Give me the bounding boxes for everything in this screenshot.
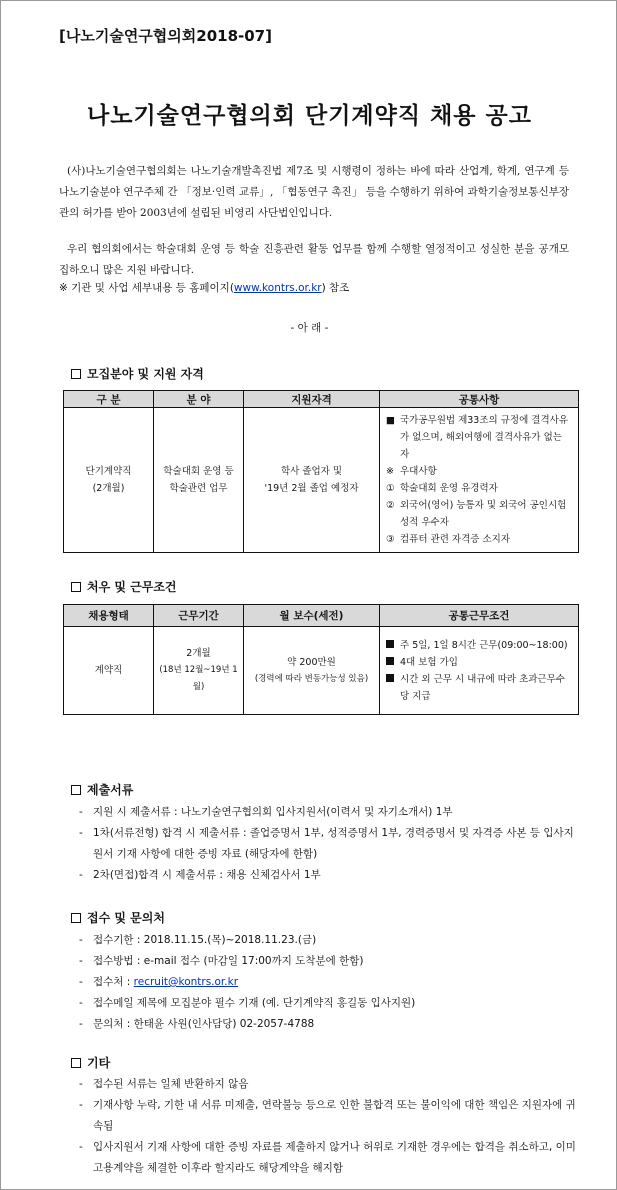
table-header: 공통근무조건 (380, 605, 579, 627)
table-header: 근무기간 (154, 605, 244, 627)
list-item: - 접수메일 제목에 모집분야 필수 기재 (예. 단기계약직 홍길동 입사지원) (79, 993, 579, 1014)
list-item-text: 2차(면접)합격 시 제출서류 : 채용 신체검사서 1부 (93, 869, 321, 881)
qualification-cell (244, 408, 380, 553)
condition-item (386, 637, 572, 654)
condition-item (386, 671, 572, 705)
work-conditions-cell (380, 627, 579, 715)
bullet-mark: ※ (386, 466, 394, 477)
checkbox-square-icon (71, 369, 81, 379)
list-item-text: 지원 시 제출서류 : 나노기술연구협의회 입사지원서(이력서 및 자기소개서) 1부 (93, 806, 453, 818)
square-bullet-icon (386, 674, 394, 682)
common-text: 국가공무원법 제33조의 규정에 결격사유가 없으며, 해외여행에 결격사유가 없는 자 (400, 415, 568, 460)
list-item-text: 1차(서류전형) 합격 시 제출서류 : 졸업증명서 1부, 성적증명서 1부, 경력증명서 및 자격증 사본 등 입사지원서 기재 사항에 대한 증빙 자료 (해당자에 한함) (93, 827, 574, 860)
field-cell (154, 408, 244, 553)
documents-list (79, 802, 579, 886)
common-item (386, 412, 572, 463)
list-item: - 기재사항 누락, 기한 내 서류 미제출, 연락불능 등으로 인한 불합격 또는 불이익에 대한 책임은 지원자에 귀속됨 (79, 1095, 579, 1137)
list-item-text: 접수메일 제목에 모집분야 필수 기재 (예. 단기계약직 홍길동 입사지원) (93, 997, 416, 1009)
checkbox-square-icon (71, 913, 81, 923)
common-item (386, 463, 572, 480)
list-item: - 접수처 : recruit@kontrs.or.kr (79, 976, 239, 988)
page-title: 나노기술연구협의회 단기계약직 채용 공고 (87, 103, 532, 129)
document-number: [나노기술연구협의회2018-07] (59, 27, 272, 45)
checkbox-square-icon (71, 582, 81, 592)
bullet-mark: ① (386, 483, 395, 494)
table-header: 공통사항 (380, 391, 579, 408)
section-documents-heading (71, 781, 133, 798)
list-item: - 2차(면접)합격 시 제출서류 : 채용 신체검사서 1부 (79, 865, 579, 886)
type-cell: 계약직 (64, 627, 154, 715)
checkbox-square-icon (71, 785, 81, 795)
cell-line: (경력에 따라 변동가능성 있음) (254, 673, 369, 684)
table-header: 지원자격 (244, 391, 380, 408)
list-item-text: 입사지원서 기재 사항에 대한 증빙 자료를 제출하지 않거나 허위로 기재한 경우에는 합격을 취소하고, 이미 고용계약을 체결한 이후라 할지라도 해당계약을 해지함 (93, 1141, 576, 1174)
list-item-text: 문의처 : 한태윤 사원(인사담당) 02-2057-4788 (93, 1018, 315, 1030)
list-item: - 문의처 : 한태윤 사원(인사담당) 02-2057-4788 (79, 1014, 579, 1035)
common-text: 학술대회 운영 유경력자 (400, 483, 498, 494)
list-item: - 지원 시 제출서류 : 나노기술연구협의회 입사지원서(이력서 및 자기소개서) 1부 (79, 802, 579, 823)
cell-line: (2개월) (92, 483, 125, 494)
table-header-row (64, 391, 579, 408)
table-header-row (64, 605, 579, 627)
common-text: 외국어(영어) 능통자 및 외국어 공인시험 성적 우수자 (400, 500, 567, 528)
list-item: - 입사지원서 기재 사항에 대한 증빙 자료를 제출하지 않거나 허위로 기재한 경우에는 합격을 취소하고, 이미 고용계약을 체결한 이후라 할지라도 해당계약을 해지함 (79, 1137, 579, 1179)
section-title: 처우 및 근무조건 (87, 580, 177, 594)
bullet-mark: ③ (386, 534, 395, 545)
section-application-heading (71, 909, 165, 926)
cell-line: '19년 2월 졸업 예정자 (264, 483, 359, 494)
list-item: - 접수방법 : e-mail 접수 (마감일 17:00까지 도착분에 한함) (79, 951, 579, 972)
salary-cell (244, 627, 380, 715)
cell-line: 단기계약직 (85, 466, 132, 477)
table-header: 채용형태 (64, 605, 154, 627)
section-title: 제출서류 (87, 783, 134, 797)
period-cell (154, 627, 244, 715)
condition-text: 주 5일, 1일 8시간 근무(09:00~18:00) (400, 639, 568, 651)
bullet-mark: ② (386, 500, 395, 511)
table-header: 구 분 (64, 391, 154, 408)
checkbox-square-icon (71, 1058, 81, 1068)
section-title: 접수 및 문의처 (87, 911, 165, 925)
cell-line: 학술대회 운영 등 (163, 466, 234, 477)
cell-line: 2개월 (186, 648, 211, 659)
intro-paragraph: (사)나노기술연구협의회는 나노기술개발촉진법 제7조 및 시행령이 정하는 바에 따라 산업계, 학계, 연구계 등 나노기술분야 연구주체 간 「정보·인력 교류」, 「협동연구 촉진」 등을 수행하기 위하여 과학기술정보통신부장관의 허가를 받아 2003년에 설립된 비영리 사단법인입니다. (59, 165, 569, 219)
common-text: 우대사항 (400, 466, 437, 477)
cell-line: 학사 졸업자 및 (280, 466, 343, 477)
list-item-text: 접수방법 : e-mail 접수 (마감일 17:00까지 도착분에 한함) (93, 955, 364, 967)
list-item: - 접수된 서류는 일체 반환하지 않음 (79, 1074, 579, 1095)
square-bullet-icon (386, 657, 394, 665)
list-item-text: 기재사항 누락, 기한 내 서류 미제출, 연락불능 등으로 인한 불합격 또는 불이익에 대한 책임은 지원자에 귀속됨 (93, 1099, 576, 1132)
bullet-mark: ■ (386, 415, 395, 426)
section-title: 기타 (87, 1056, 111, 1070)
condition-item (386, 654, 572, 671)
list-item-text: 접수기한 : 2018.11.15.(목)~2018.11.23.(금) (93, 934, 317, 946)
table-header: 분 야 (154, 391, 244, 408)
category-cell (64, 408, 154, 553)
list-item: - 접수기한 : 2018.11.15.(목)~2018.11.23.(금) (79, 930, 579, 951)
cell-line: 학술관련 업무 (169, 483, 228, 494)
conditions-table (63, 604, 579, 715)
table-header: 월 보수(세전) (244, 605, 380, 627)
section-etc-heading (71, 1054, 110, 1071)
condition-text: 시간 외 근무 시 내규에 따라 초과근무수당 지급 (400, 673, 565, 702)
square-bullet-icon (386, 640, 394, 648)
list-item-text: 접수된 서류는 일체 반환하지 않음 (93, 1078, 249, 1090)
cell-line: 약 200만원 (287, 656, 336, 668)
note-prefix: ※ 기관 및 사업 세부내용 등 홈페이지( (59, 282, 234, 294)
common-item (386, 497, 572, 531)
condition-text: 4대 보험 가입 (400, 656, 458, 668)
application-list (79, 930, 579, 1035)
address-label: 접수처 : (93, 976, 134, 988)
cell-line: (18년 12월~19년 1월) (159, 665, 238, 692)
etc-list (79, 1074, 579, 1179)
table-row (64, 627, 579, 715)
recruitment-table (63, 390, 579, 553)
below-divider: - 아 래 - (290, 322, 329, 334)
purpose-paragraph: 우리 협의회에서는 학술대회 운영 등 학술 진흥관련 활동 업무를 함께 수행할 열정적이고 성실한 분을 공개모집하오니 많은 지원 바랍니다. (59, 243, 569, 276)
section-title: 모집분야 및 지원 자격 (87, 367, 204, 381)
list-item: - 1차(서류전형) 합격 시 제출서류 : 졸업증명서 1부, 성적증명서 1부, 경력증명서 및 자격증 사본 등 입사지원서 기재 사항에 대한 증빙 자료 (해당자에 한함) (79, 823, 579, 865)
table-row (64, 408, 579, 553)
section-conditions-heading (71, 578, 177, 595)
note-suffix: ) 참조 (321, 282, 350, 294)
email-link[interactable]: recruit@kontrs.or.kr (133, 976, 239, 988)
common-item (386, 531, 572, 548)
homepage-note (59, 279, 569, 297)
common-item (386, 480, 572, 497)
section-recruitment-heading (71, 365, 204, 382)
homepage-link[interactable]: www.kontrs.or.kr (233, 282, 322, 294)
common-text: 컴퓨터 관련 자격증 소지자 (400, 534, 511, 545)
common-cell (380, 408, 579, 553)
